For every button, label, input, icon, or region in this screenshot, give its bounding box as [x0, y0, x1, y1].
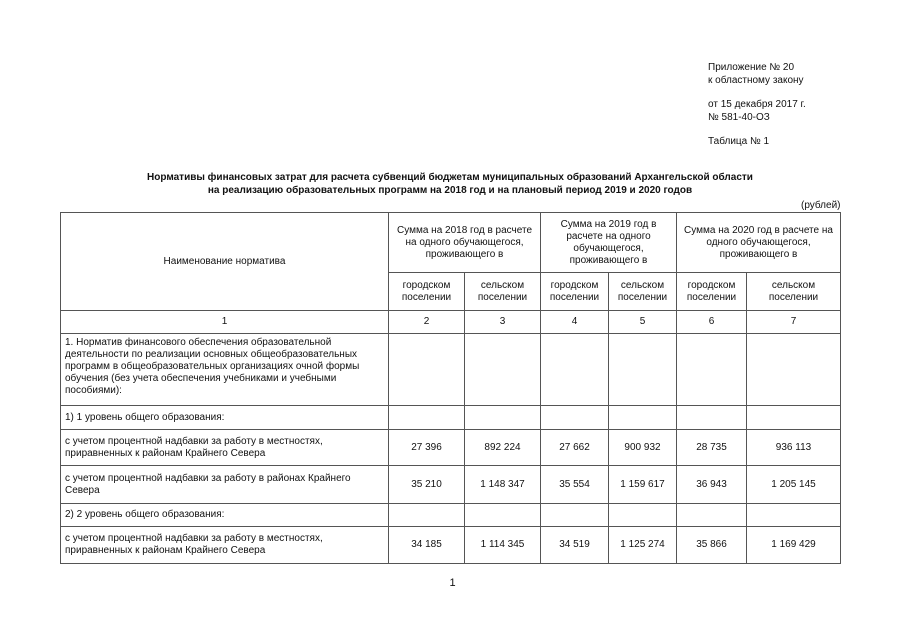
row-label: с учетом процентной надбавки за работу в местностях, приравненных к районам Крайнего Севера — [61, 430, 389, 466]
cell-rural-2018: 892 224 — [465, 430, 541, 466]
attachment-law-number: № 581-40-ОЗ — [708, 112, 770, 123]
header-row-1 — [61, 213, 841, 273]
table-label: Таблица № 1 — [708, 136, 770, 147]
cell-rural-2019 — [609, 504, 677, 527]
cell-rural-2020 — [747, 504, 841, 527]
header-2019: Сумма на 2019 год в расчете на одного обучающегося, проживающего в — [541, 213, 677, 273]
cell-rural-2019: 1 159 617 — [609, 466, 677, 504]
table-row — [61, 430, 841, 466]
cell-urban-2020 — [677, 334, 747, 406]
row-label: с учетом процентной надбавки за работу в районах Крайнего Севера — [61, 466, 389, 504]
cell-rural-2018 — [465, 406, 541, 430]
document-title — [60, 171, 840, 197]
col-number: 6 — [677, 311, 747, 334]
cell-rural-2019: 1 125 274 — [609, 527, 677, 564]
attachment-number: Приложение № 20 — [708, 62, 795, 73]
cell-urban-2018: 34 185 — [389, 527, 465, 564]
header-name: Наименование норматива — [61, 213, 389, 311]
col-number: 4 — [541, 311, 609, 334]
cell-urban-2019 — [541, 406, 609, 430]
row-label: 1) 1 уровень общего образования: — [61, 406, 389, 430]
cell-urban-2019 — [541, 334, 609, 406]
cell-urban-2018: 27 396 — [389, 430, 465, 466]
cell-urban-2018 — [389, 406, 465, 430]
title-line-1: Нормативы финансовых затрат для расчета субвенций бюджетам муниципальных образований Архангельской области — [147, 172, 753, 183]
cell-rural-2020 — [747, 406, 841, 430]
col-number: 5 — [609, 311, 677, 334]
cell-rural-2019 — [609, 406, 677, 430]
column-number-row — [61, 311, 841, 334]
attachment-block — [708, 61, 806, 148]
cell-rural-2018 — [465, 504, 541, 527]
header-rural-2019: сельском поселении — [609, 273, 677, 311]
table-row — [61, 466, 841, 504]
col-number: 7 — [747, 311, 841, 334]
col-number: 2 — [389, 311, 465, 334]
cell-urban-2020: 36 943 — [677, 466, 747, 504]
title-line-2: на реализацию образовательных программ на 2018 год и на плановый период 2019 и 2020 годов — [207, 185, 693, 196]
col-number: 3 — [465, 311, 541, 334]
col-number: 1 — [61, 311, 389, 334]
cell-urban-2020 — [677, 504, 747, 527]
header-2018: Сумма на 2018 год в расчете на одного обучающегося, проживающего в — [389, 213, 541, 273]
cell-urban-2018 — [389, 504, 465, 527]
cell-urban-2020: 28 735 — [677, 430, 747, 466]
cell-urban-2018: 35 210 — [389, 466, 465, 504]
cell-rural-2020: 1 205 145 — [747, 466, 841, 504]
row-label: 1. Норматив финансового обеспечения образовательной деятельности по реализации основных общеобразовательных программ в общеобразовательных организациях очной формы обучения (без учета обеспечения учебниками и учебными пособиями): — [61, 334, 389, 406]
row-label: 2) 2 уровень общего образования: — [61, 504, 389, 527]
attachment-law: к областному закону — [708, 75, 804, 86]
header-2020: Сумма на 2020 год в расчете на одного обучающегося, проживающего в — [677, 213, 841, 273]
header-urban-2020: городском поселении — [677, 273, 747, 311]
cell-urban-2018 — [389, 334, 465, 406]
cell-rural-2019: 900 932 — [609, 430, 677, 466]
cell-urban-2020: 35 866 — [677, 527, 747, 564]
norms-table — [60, 212, 841, 564]
cell-urban-2019: 35 554 — [541, 466, 609, 504]
attachment-date: от 15 декабря 2017 г. — [708, 99, 806, 110]
cell-urban-2019 — [541, 504, 609, 527]
table-row — [61, 504, 841, 527]
cell-rural-2018 — [465, 334, 541, 406]
header-rural-2018: сельском поселении — [465, 273, 541, 311]
header-urban-2018: городском поселении — [389, 273, 465, 311]
unit-label: (рублей) — [801, 200, 841, 211]
row-label: с учетом процентной надбавки за работу в местностях, приравненных к районам Крайнего Севера — [61, 527, 389, 564]
cell-urban-2019: 34 519 — [541, 527, 609, 564]
cell-rural-2020: 1 169 429 — [747, 527, 841, 564]
header-rural-2020: сельском поселении — [747, 273, 841, 311]
cell-rural-2019 — [609, 334, 677, 406]
table-row — [61, 527, 841, 564]
page-number: 1 — [449, 577, 456, 589]
cell-rural-2018: 1 148 347 — [465, 466, 541, 504]
cell-rural-2020: 936 113 — [747, 430, 841, 466]
cell-urban-2020 — [677, 406, 747, 430]
table-row — [61, 406, 841, 430]
cell-rural-2020 — [747, 334, 841, 406]
header-urban-2019: городском поселении — [541, 273, 609, 311]
cell-urban-2019: 27 662 — [541, 430, 609, 466]
table-row — [61, 334, 841, 406]
cell-rural-2018: 1 114 345 — [465, 527, 541, 564]
